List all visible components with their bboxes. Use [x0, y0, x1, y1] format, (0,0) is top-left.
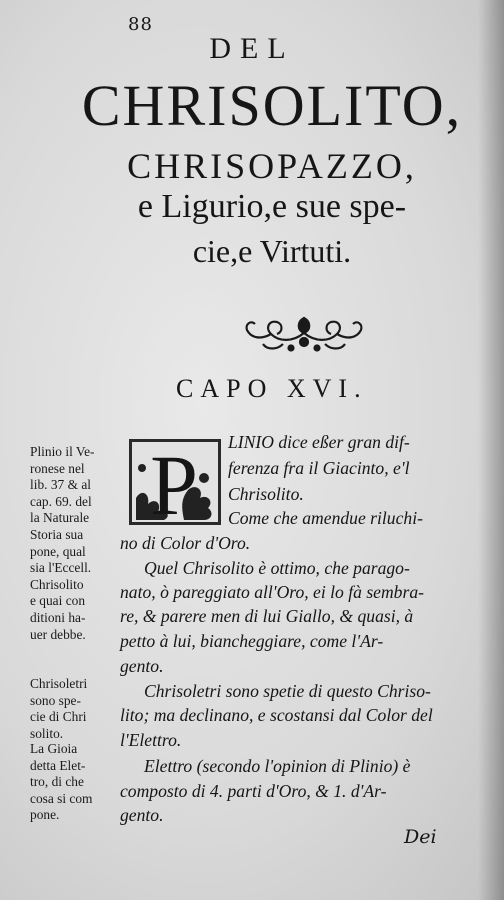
body-line: nato, ò pareggiato all'Oro, ei lo fà sembra-	[120, 582, 424, 602]
body-line: gento.	[120, 656, 164, 676]
title-chrisolito: CHRISOLITO,	[81, 73, 463, 138]
body-line: composto di 4. parti d'Oro, & 1. d'Ar-	[120, 781, 387, 801]
sidenote-line: tro, di che	[30, 774, 84, 790]
sidenote-line: lib. 37 & al	[30, 477, 91, 493]
sidenote-line: ditioni ha-	[30, 609, 86, 625]
body-line: Quel Chrisolito è ottimo, che parago-	[144, 558, 410, 578]
sidenote-line: pone, qual	[30, 543, 86, 559]
body-line: gento.	[120, 805, 164, 825]
sidenote-elettro	[30, 741, 120, 824]
sidenote-line: la Naturale	[30, 510, 90, 526]
sidenote-line: sia l'Eccell.	[30, 560, 92, 576]
sidenote-line: sono spe-	[30, 692, 81, 708]
chapter-heading: CAPO XVI.	[176, 374, 368, 403]
sidenote-line: solito.	[30, 725, 64, 741]
sidenote-line: Chrisoletri	[30, 676, 88, 691]
sidenote-line: detta Elet-	[30, 757, 86, 773]
sidenote-line: e quai con	[30, 593, 86, 609]
body-line: petto à lui, biancheggiare, come l'Ar-	[120, 631, 384, 651]
catchword: Dei	[404, 826, 437, 848]
body-line: Come che amendue riluchi-	[228, 508, 423, 528]
title-ligurio: e Ligurio,e sue spe-	[137, 188, 407, 225]
body-line: Chrisolito.	[228, 484, 304, 504]
sidenote-line: La Gioia	[30, 741, 78, 756]
body-line: no di Color d'Oro.	[120, 533, 251, 553]
decorated-initial-p	[128, 438, 222, 526]
sidenote-plinio	[30, 444, 120, 643]
sidenote-line: cie di Chri	[30, 709, 87, 725]
body-line: l'Elettro.	[120, 730, 182, 750]
body-line: Chrisoletri sono spetie di questo Chriso-	[144, 681, 431, 701]
sidenote-line: Storia sua	[30, 526, 84, 542]
sidenote-line: ronese nel	[30, 460, 85, 476]
title-chrisopazzo: CHRISOPAZZO,	[127, 146, 417, 186]
sidenote-line: Chrisolito	[30, 576, 84, 592]
sidenote-line: cap. 69. del	[30, 493, 92, 509]
page-number: 88	[128, 14, 153, 35]
sidenote-line: Plinio il Ve-	[30, 444, 95, 459]
sidenote-line: pone.	[30, 807, 60, 823]
sidenote-line: cosa si com	[30, 790, 93, 806]
sidenote-chrisoletri	[30, 676, 120, 742]
floral-ornament	[243, 312, 365, 354]
title-specie: cie,e Virtuti.	[192, 233, 352, 269]
sidenote-line: uer debbe.	[30, 626, 86, 642]
body-line: ferenza fra il Giacinto, e'l	[228, 458, 410, 478]
body-line: re, & parere men di lui Giallo, & quasi, à	[120, 606, 414, 626]
body-line: lito; ma declinano, e scostansi dal Color del	[120, 705, 433, 725]
initial-letter: P	[150, 438, 198, 526]
body-line: LINIO dice eßer gran dif-	[228, 432, 410, 452]
title-del: DEL	[209, 32, 295, 65]
body-line: Elettro (secondo l'opinion di Plinio) è	[144, 756, 411, 776]
